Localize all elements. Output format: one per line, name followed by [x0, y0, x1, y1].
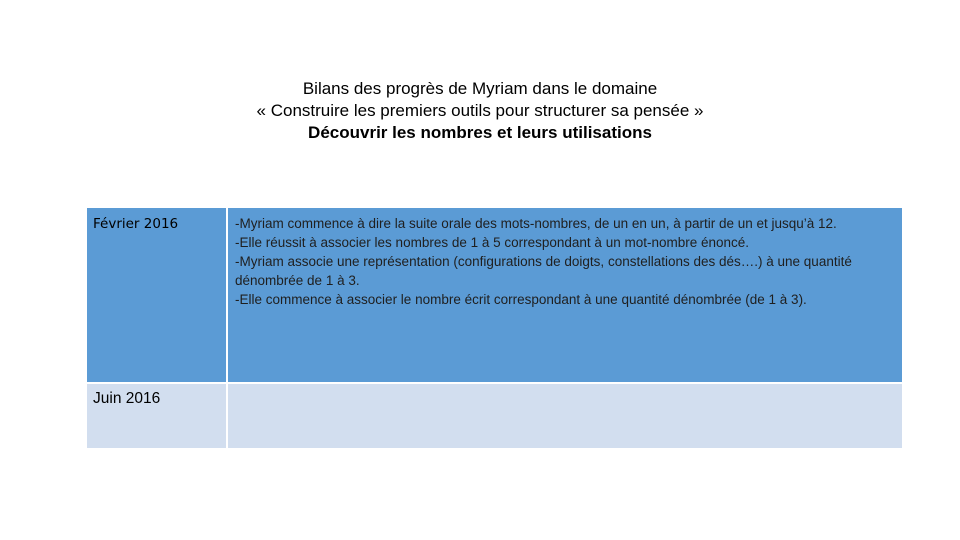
table-row	[86, 383, 903, 449]
title-line-3: Découvrir les nombres et leurs utilisations	[308, 123, 652, 142]
title-line-1: Bilans des progrès de Myriam dans le domaine	[302, 79, 658, 98]
note-line: -Myriam commence à dire la suite orale des mots-nombres, de un en un, à partir de un et jusqu’à 12.	[235, 216, 837, 231]
date-cell	[86, 207, 227, 383]
notes-cell	[227, 383, 903, 449]
note-line: -Elle réussit à associer les nombres de 1 à 5 correspondant à un mot-nombre énoncé.	[235, 235, 750, 250]
date-label: Février 2016	[93, 216, 179, 232]
progress-table	[85, 206, 904, 450]
notes-cell	[227, 207, 903, 383]
notes-text	[228, 208, 902, 309]
title-line-2: « Construire les premiers outils pour structurer sa pensée »	[256, 101, 704, 120]
page-title	[0, 78, 960, 144]
note-line: -Elle commence à associer le nombre écrit correspondant à une quantité dénombrée (de 1 à 3).	[235, 292, 807, 307]
date-label: Juin 2016	[93, 390, 161, 407]
note-line: -Myriam associe une représentation (configurations de doigts, constellations des dés….) à une quantité dénombrée de 1 à 3.	[235, 254, 852, 288]
table-row	[86, 207, 903, 383]
date-cell	[86, 383, 227, 449]
